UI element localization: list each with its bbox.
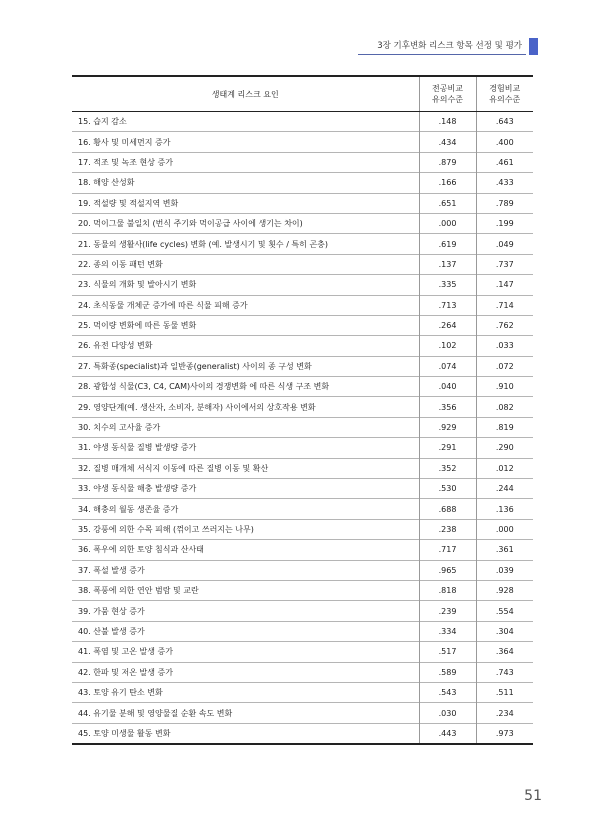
risk-factor-cell: 30. 치수의 고사율 증가	[72, 417, 419, 437]
experience-significance-cell: .244	[476, 479, 533, 499]
table-row	[72, 275, 533, 295]
experience-significance-cell: .199	[476, 213, 533, 233]
table-row	[72, 560, 533, 580]
experience-significance-cell: .147	[476, 275, 533, 295]
table-row	[72, 152, 533, 172]
expert-significance-cell: .619	[419, 234, 476, 254]
risk-factor-cell: 16. 황사 및 미세먼지 증가	[72, 132, 419, 152]
table-row	[72, 213, 533, 233]
header-experience-line1: 경험비교	[489, 84, 521, 93]
experience-significance-cell: .643	[476, 112, 533, 132]
table-row	[72, 417, 533, 437]
experience-significance-cell: .910	[476, 377, 533, 397]
header-expert-line1: 전공비교	[432, 84, 463, 93]
experience-significance-cell: .049	[476, 234, 533, 254]
risk-factor-cell: 20. 먹이그물 불일치 (번식 주기와 먹이공급 사이에 생기는 차이)	[72, 213, 419, 233]
expert-significance-cell: .879	[419, 152, 476, 172]
table-row	[72, 703, 533, 723]
risk-factor-cell: 19. 적설량 및 적설지역 변화	[72, 193, 419, 213]
expert-significance-cell: .334	[419, 621, 476, 641]
table-row	[72, 723, 533, 744]
expert-significance-cell: .102	[419, 336, 476, 356]
table-row	[72, 295, 533, 315]
risk-factor-cell: 28. 광합성 식물(C3, C4, CAM)사이의 경쟁변화 에 따른 식생 구조 변화	[72, 377, 419, 397]
expert-significance-cell: .148	[419, 112, 476, 132]
header-experience-line2: 유의수준	[489, 95, 521, 104]
header-expert-line2: 유의수준	[432, 95, 463, 104]
risk-factor-cell: 37. 폭설 발생 증가	[72, 560, 419, 580]
risk-factor-cell: 17. 적조 및 녹조 현상 증가	[72, 152, 419, 172]
table-row	[72, 438, 533, 458]
expert-significance-cell: .929	[419, 417, 476, 437]
risk-factor-cell: 18. 해양 산성화	[72, 173, 419, 193]
table-row	[72, 519, 533, 539]
table-row	[72, 234, 533, 254]
risk-factor-cell: 24. 초식동물 개체군 증가에 따른 식물 피해 증가	[72, 295, 419, 315]
expert-significance-cell: .356	[419, 397, 476, 417]
experience-significance-cell: .762	[476, 315, 533, 335]
table-row	[72, 377, 533, 397]
experience-significance-cell: .554	[476, 601, 533, 621]
chapter-tab-marker	[529, 38, 538, 55]
risk-factor-cell: 41. 폭염 및 고온 발생 증가	[72, 642, 419, 662]
experience-significance-cell: .234	[476, 703, 533, 723]
risk-factor-cell: 45. 토양 미생물 활동 변화	[72, 723, 419, 744]
risk-factor-cell: 25. 먹이량 변화에 따른 동물 변화	[72, 315, 419, 335]
table-row	[72, 112, 533, 132]
risk-factor-cell: 44. 유기물 분해 및 영양물질 순환 속도 변화	[72, 703, 419, 723]
expert-significance-cell: .000	[419, 213, 476, 233]
expert-significance-cell: .713	[419, 295, 476, 315]
experience-significance-cell: .511	[476, 682, 533, 702]
table-row	[72, 193, 533, 213]
risk-factor-cell: 34. 해충의 월동 생존율 증가	[72, 499, 419, 519]
expert-significance-cell: .040	[419, 377, 476, 397]
experience-significance-cell: .928	[476, 580, 533, 600]
table-row	[72, 479, 533, 499]
risk-factor-cell: 15. 습지 감소	[78, 117, 127, 127]
expert-significance-cell: .137	[419, 254, 476, 274]
experience-significance-cell: .136	[476, 499, 533, 519]
expert-significance-cell: .717	[419, 540, 476, 560]
table-row	[72, 499, 533, 519]
risk-factor-cell: 23. 식물의 개화 및 발아시기 변화	[72, 275, 419, 295]
risk-factor-cell: 33. 야생 동식물 해충 발생량 증가	[72, 479, 419, 499]
risk-factor-cell: 35. 강풍에 의한 수목 피해 (꺾이고 쓰러지는 나무)	[72, 519, 419, 539]
expert-significance-cell: .818	[419, 580, 476, 600]
experience-significance-cell: .973	[476, 723, 533, 744]
table-row	[72, 132, 533, 152]
expert-significance-cell: .352	[419, 458, 476, 478]
experience-significance-cell: .290	[476, 438, 533, 458]
risk-factor-cell: 21. 동물의 생활사(life cycles) 변화 (예. 발생시기 및 횟수 / 특히 곤충)	[72, 234, 419, 254]
experience-significance-cell: .433	[476, 173, 533, 193]
risk-factor-cell: 42. 한파 및 저온 발생 증가	[72, 662, 419, 682]
table-row	[72, 682, 533, 702]
table-row	[72, 458, 533, 478]
table-row	[72, 336, 533, 356]
experience-significance-cell: .400	[476, 132, 533, 152]
expert-significance-cell: .434	[419, 132, 476, 152]
experience-significance-cell: .033	[476, 336, 533, 356]
table-row	[72, 173, 533, 193]
expert-significance-cell: .291	[419, 438, 476, 458]
expert-significance-cell: .074	[419, 356, 476, 376]
table-row	[72, 642, 533, 662]
table-row	[72, 580, 533, 600]
experience-significance-cell: .461	[476, 152, 533, 172]
expert-significance-cell: .239	[419, 601, 476, 621]
experience-significance-cell: .304	[476, 621, 533, 641]
experience-significance-cell: .012	[476, 458, 533, 478]
expert-significance-cell: .443	[419, 723, 476, 744]
risk-factor-cell: 36. 폭우에 의한 토양 침식과 산사태	[72, 540, 419, 560]
risk-factor-cell: 31. 야생 동식물 질병 발생량 증가	[72, 438, 419, 458]
experience-significance-cell: .743	[476, 662, 533, 682]
table-row	[72, 397, 533, 417]
expert-significance-cell: .543	[419, 682, 476, 702]
risk-factor-table	[72, 75, 533, 745]
expert-significance-cell: .030	[419, 703, 476, 723]
header-experience-significance	[476, 76, 533, 112]
table-row	[72, 662, 533, 682]
experience-significance-cell: .714	[476, 295, 533, 315]
expert-significance-cell: .166	[419, 173, 476, 193]
table-row	[72, 356, 533, 376]
table-header-row	[72, 76, 533, 112]
risk-factor-cell: 22. 종의 이동 패턴 변화	[72, 254, 419, 274]
experience-significance-cell: .361	[476, 540, 533, 560]
experience-significance-cell: .000	[476, 519, 533, 539]
table-row	[72, 315, 533, 335]
expert-significance-cell: .530	[419, 479, 476, 499]
table-row	[72, 540, 533, 560]
table-row	[72, 601, 533, 621]
risk-factor-cell: 43. 토양 유기 탄소 변화	[72, 682, 419, 702]
risk-factor-cell: 40. 산불 발생 증가	[72, 621, 419, 641]
experience-significance-cell: .819	[476, 417, 533, 437]
page-number: 51	[524, 788, 542, 804]
header-factor: 생태계 리스크 요인	[72, 76, 419, 112]
header-expert-significance	[419, 76, 476, 112]
experience-significance-cell: .072	[476, 356, 533, 376]
experience-significance-cell: .789	[476, 193, 533, 213]
expert-significance-cell: .335	[419, 275, 476, 295]
experience-significance-cell: .039	[476, 560, 533, 580]
experience-significance-cell: .082	[476, 397, 533, 417]
table-row	[72, 621, 533, 641]
risk-factor-cell: 38. 폭풍에 의한 연안 범람 및 교란	[72, 580, 419, 600]
risk-factor-cell: 26. 유전 다양성 변화	[72, 336, 419, 356]
chapter-header: 3장 기후변화 리스크 항목 선정 및 평가	[358, 38, 526, 55]
experience-significance-cell: .737	[476, 254, 533, 274]
risk-factor-cell: 32. 질병 매개체 서식지 이동에 따른 질병 이동 및 확산	[72, 458, 419, 478]
table-row	[72, 254, 533, 274]
experience-significance-cell: .364	[476, 642, 533, 662]
expert-significance-cell: .688	[419, 499, 476, 519]
risk-factor-cell: 29. 영양단계(예. 생산자, 소비자, 분해자) 사이에서의 상호작용 변화	[72, 397, 419, 417]
expert-significance-cell: .517	[419, 642, 476, 662]
risk-factor-cell: 27. 특화종(specialist)과 일반종(generalist) 사이의 종 구성 변화	[72, 356, 419, 376]
expert-significance-cell: .264	[419, 315, 476, 335]
expert-significance-cell: .238	[419, 519, 476, 539]
expert-significance-cell: .965	[419, 560, 476, 580]
risk-factor-cell: 39. 가뭄 현상 증가	[72, 601, 419, 621]
expert-significance-cell: .651	[419, 193, 476, 213]
table-body	[72, 112, 533, 745]
expert-significance-cell: .589	[419, 662, 476, 682]
